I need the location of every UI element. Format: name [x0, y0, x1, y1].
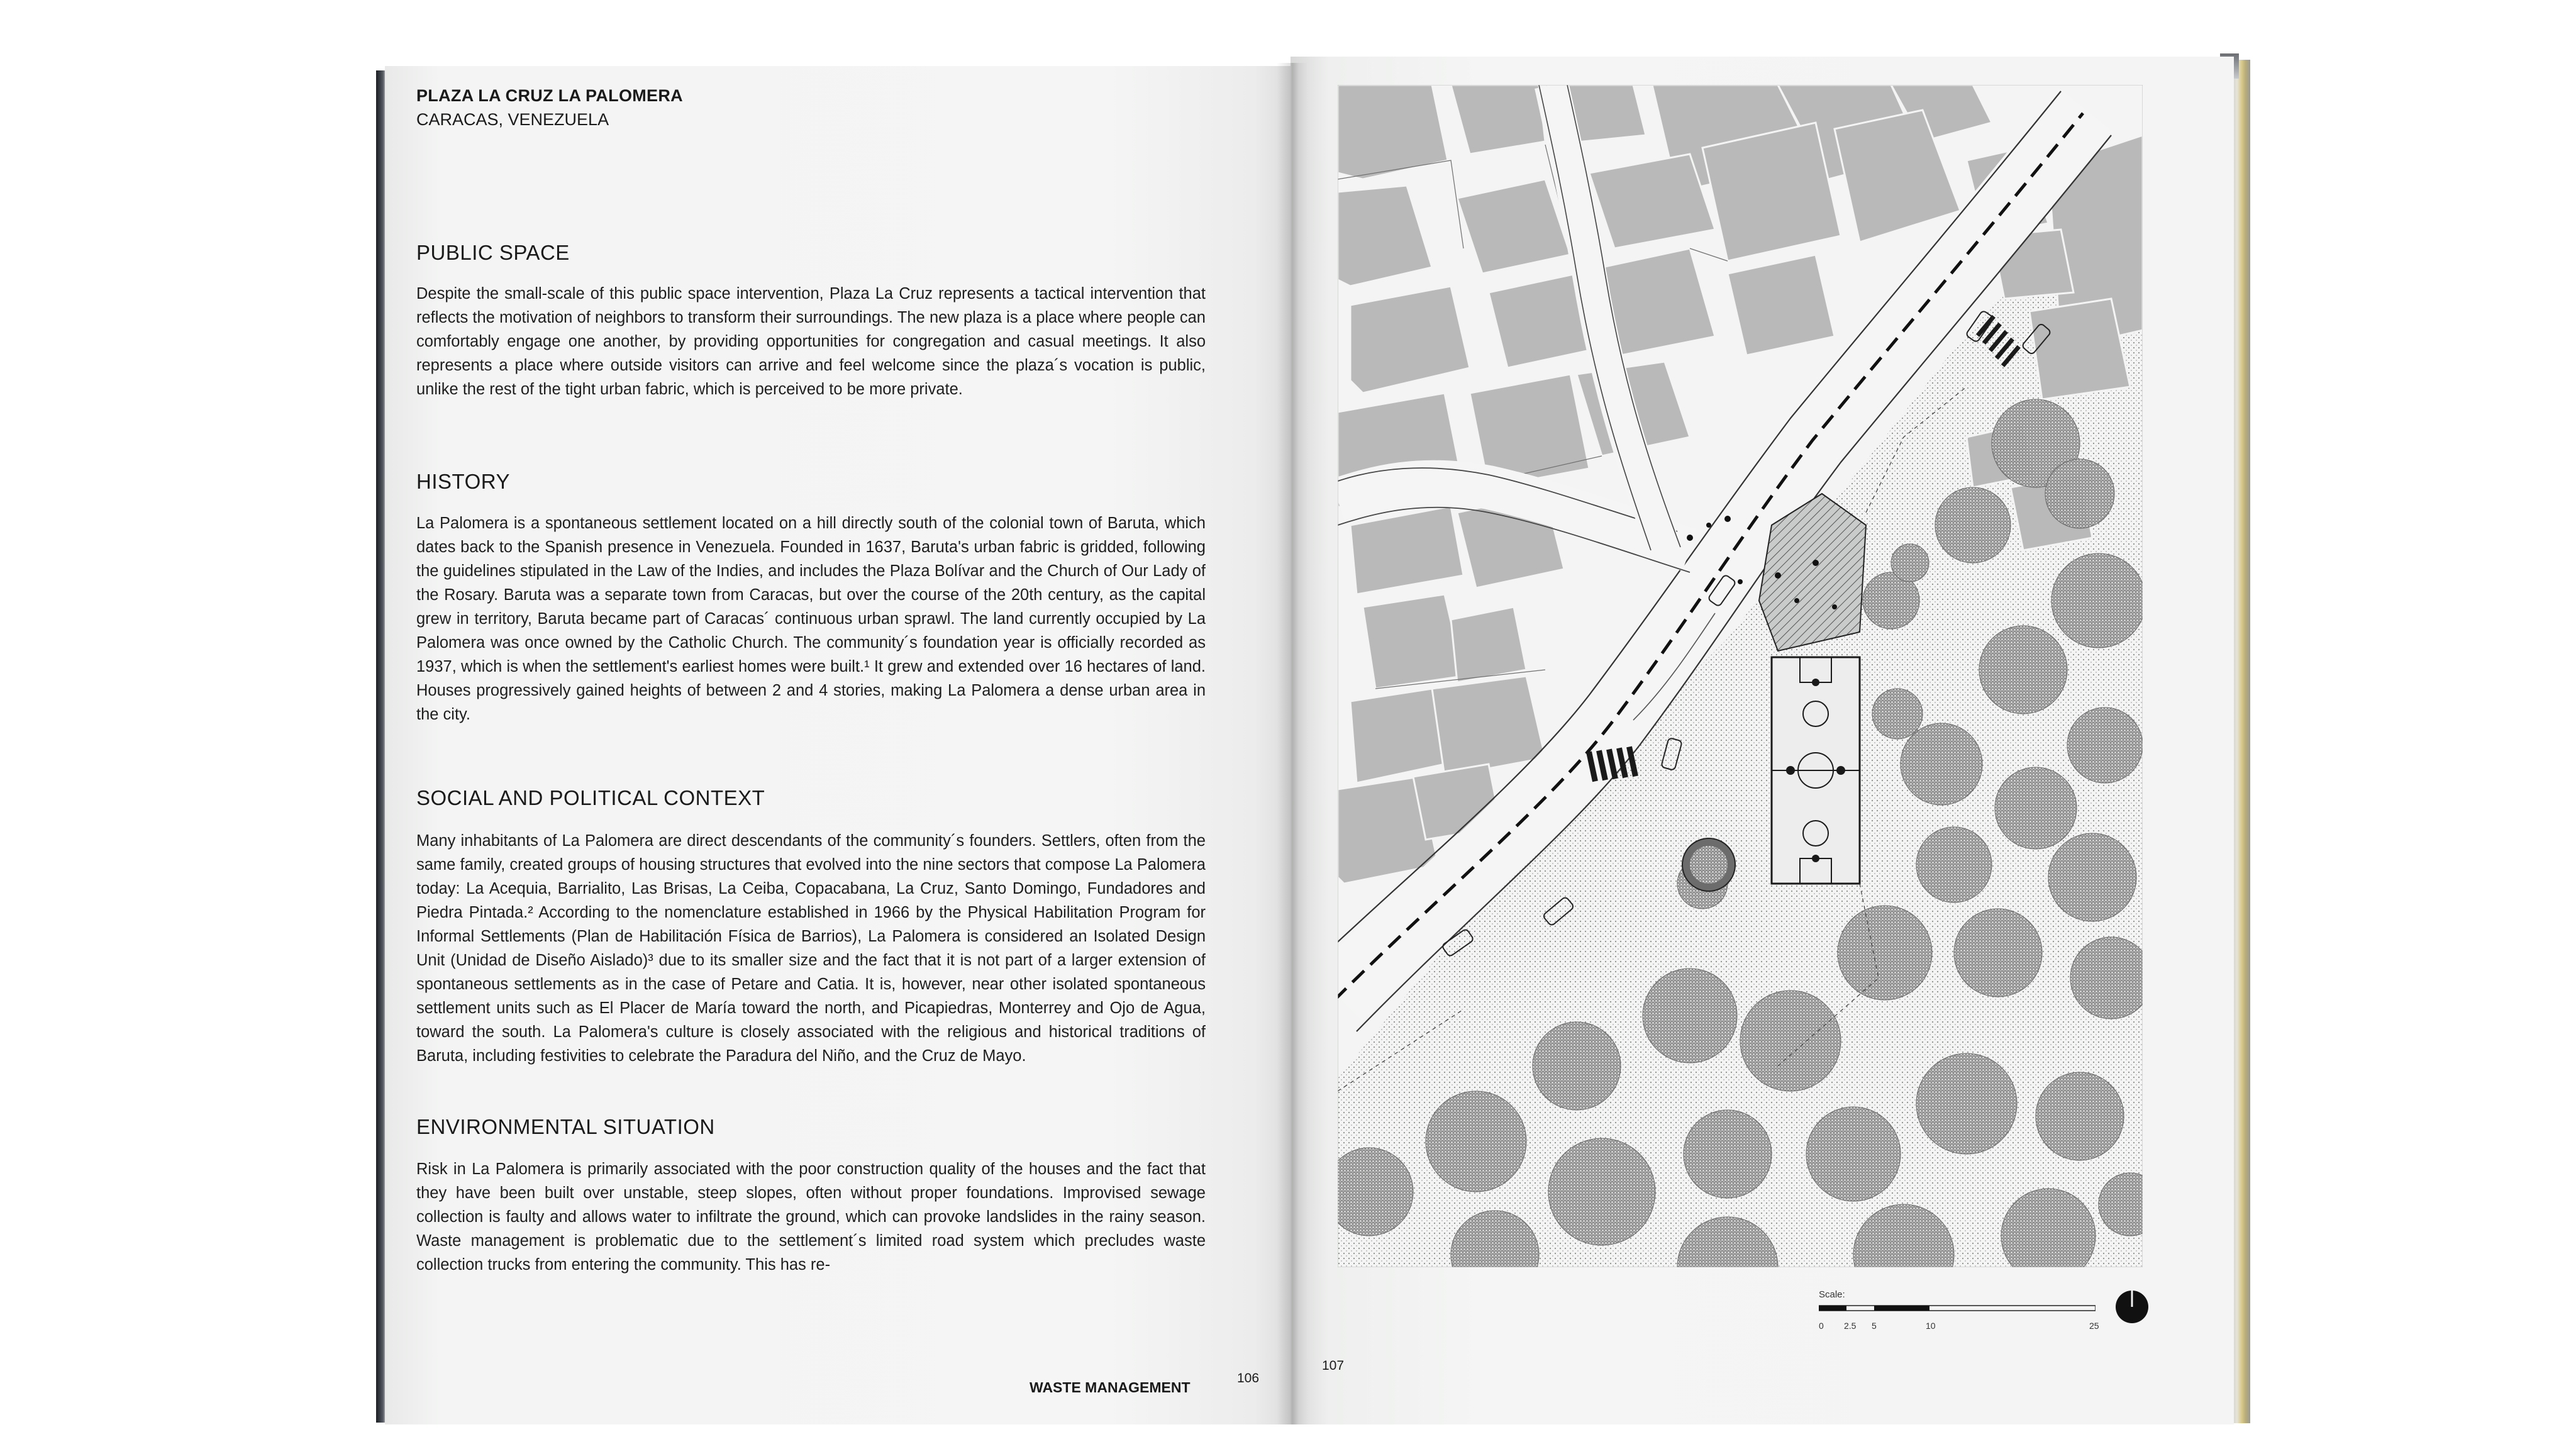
- page-title: PLAZA LA CRUZ LA PALOMERA: [416, 86, 683, 105]
- heading-social-political-context: SOCIAL AND POLITICAL CONTEXT: [416, 786, 765, 809]
- scale-tick-5: 5: [1872, 1321, 1877, 1331]
- right-page-stack-edge: [2231, 60, 2250, 1423]
- spine-shadow: [1277, 63, 1308, 1424]
- page-number-right: 107: [1322, 1358, 1345, 1373]
- right-page: [1291, 57, 2234, 1424]
- heading-environmental-situation: ENVIRONMENTAL SITUATION: [416, 1115, 715, 1138]
- north-arrow-icon: [2114, 1289, 2150, 1324]
- site-plan-drawing: [1338, 85, 2143, 1267]
- paragraph-environmental-situation: Risk in La Palomera is primarily associated with the poor construction quality of the houses and the fact that they have been built over unstable, steep slopes, often without proper foundations. Improvised sewage collection is faulty and allows water to infiltrate the ground, which can provoke landslides in the rainy season. Waste management is problematic due to the settlement´s limited road system which precludes waste collection trucks from entering the community. This has re-: [416, 1160, 1206, 1274]
- scale-bar: [1819, 1289, 2133, 1358]
- scale-bar-graphic: [1819, 1302, 2096, 1327]
- scale-tick-2-5: 2.5: [1844, 1321, 1857, 1331]
- paragraph-history: La Palomera is a spontaneous settlement located on a hill directly south of the colonial town of Baruta, which dates back to the Spanish presence in Venezuela. Founded in 1637, Baruta's urban fabric is gridded, following the guidelines stipulated in the Law of the Indies, and includes the Plaza Bolívar and the Church of Our Lady of the Rosary. Baruta was a separate town from Caracas, but over the course of the 20th century, as the capital grew in territory, Baruta became part of Caracas´ continuous urban sprawl. The land currently occupied by La Palomera was once owned by the Catholic Church. The community´s foundation year is officially recorded as 1937, which is when the settlement's earliest homes were built.¹ It grew and extended over 16 hectares of land. Houses progressively gained heights of between 2 and 4 stories, making La Palomera a dense urban area in the city.: [416, 514, 1206, 723]
- page-subtitle: CARACAS, VENEZUELA: [416, 110, 609, 129]
- scale-tick-25: 25: [2089, 1321, 2099, 1331]
- scale-tick-10: 10: [1926, 1321, 1936, 1331]
- left-page: [385, 66, 1291, 1424]
- scale-tick-0: 0: [1819, 1321, 1824, 1331]
- sports-court: [1772, 657, 1860, 884]
- paragraph-public-space: Despite the small-scale of this public space intervention, Plaza La Cruz represents a tactical intervention that reflects the motivation of neighbors to transform their surroundings. The new plaza is a place where people can comfortably engage one another, by providing opportunities for congregation and casual meetings. It also represents a place where outside visitors can arrive and feel welcome since the plaza´s vocation is public, unlike the rest of the tight urban fabric, which is perceived to be more private.: [416, 285, 1206, 398]
- page-number-left: 106: [1237, 1371, 1260, 1385]
- heading-public-space: PUBLIC SPACE: [416, 241, 570, 264]
- paragraph-social-political-context: Many inhabitants of La Palomera are direct descendants of the community´s founders. Settlers, often from the same family, created groups of housing structures that evolved into the nine sectors that compose La Palomera today: La Acequia, Barrialito, Las Brisas, La Ceiba, Copacabana, La Cruz, Santo Domingo, Fundadores and Piedra Pintada.² According to the nomenclature established in 1966 by the Physical Habilitation Program for Informal Settlements (Plan de Habilitación Física de Barrios), La Palomera is considered an Isolated Design Unit (Unidad de Diseño Aislado)³ due to its smaller size and the fact that it is not part of a larger extension of spontaneous settlements as in the case of Petare and Catia. It is, however, near other isolated spontaneous settlement units such as El Placer de María toward the north, and Picapiedras, Monterrey and Ojo de Agua, toward the south. La Palomera's culture is closely associated with the religious and historical traditions of Baruta, including festivities to celebrate the Paradura del Niño, and the Cruz de Mayo.: [416, 832, 1206, 1065]
- heading-history: HISTORY: [416, 470, 510, 493]
- running-footer-label: WASTE MANAGEMENT: [1030, 1379, 1191, 1396]
- scale-label: Scale:: [1819, 1289, 1845, 1300]
